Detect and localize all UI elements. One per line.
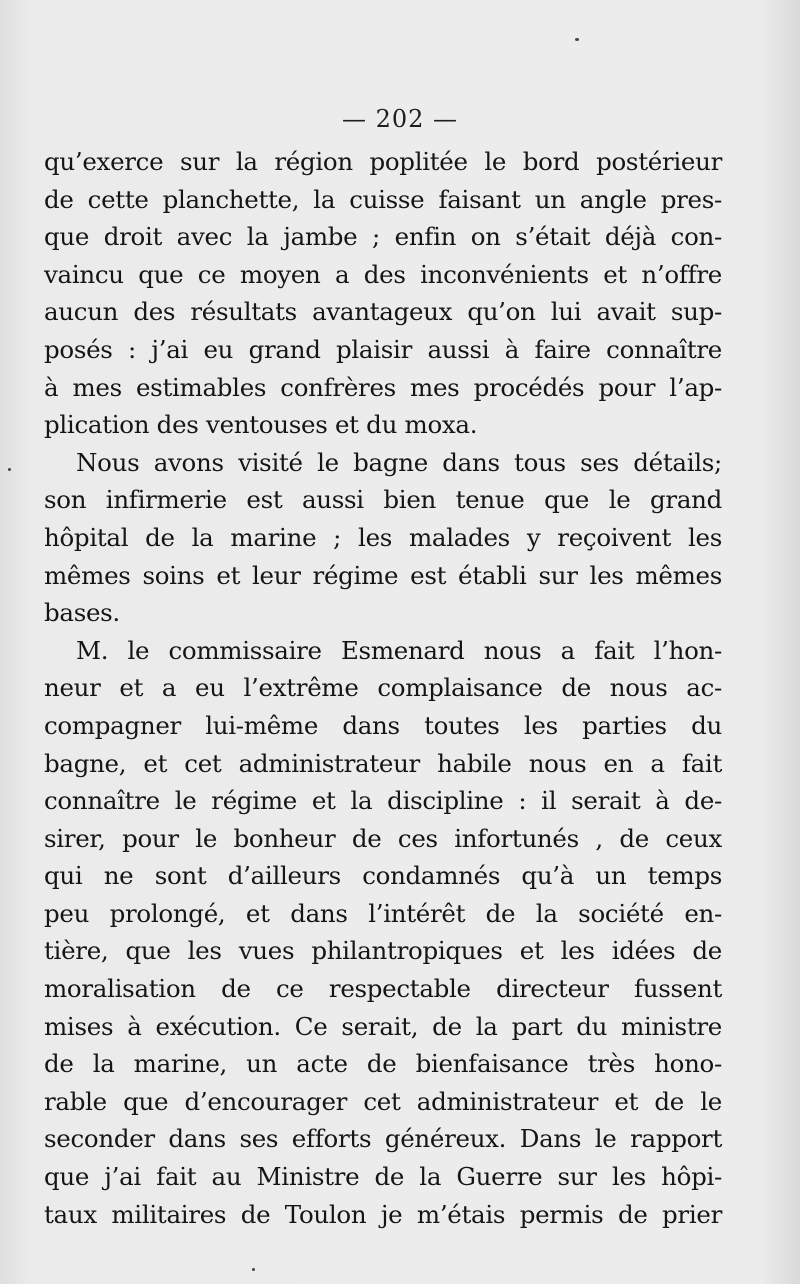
text-line: rable que d’encourager cet administrateur et de le bbox=[44, 1086, 722, 1116]
print-speck bbox=[8, 468, 11, 471]
text-line: posés : j’ai eu grand plaisir aussi à faire connaître bbox=[44, 334, 722, 364]
paragraph-3 bbox=[44, 632, 722, 1234]
text-line: Nous avons visité le bagne dans tous ses détails; bbox=[76, 447, 722, 477]
text-line: qu’exerce sur la région poplitée le bord postérieur bbox=[44, 147, 722, 176]
text-line: bagne, et cet administrateur habile nous en a fait bbox=[44, 748, 722, 778]
text-line: seconder dans ses efforts généreux. Dans le rapport bbox=[44, 1124, 722, 1154]
text-line: connaître le régime et la discipline : il serait à de- bbox=[44, 786, 722, 816]
print-speck bbox=[575, 38, 579, 41]
text-line: vaincu que ce moyen a des inconvénients et n’offre bbox=[44, 259, 722, 289]
text-line: mêmes soins et leur régime est établi sur les mêmes bbox=[44, 560, 722, 590]
text-line: taux militaires de Toulon je m’étais permis de prier bbox=[44, 1199, 722, 1229]
text-line: de la marine, un acte de bienfaisance très hono- bbox=[44, 1049, 722, 1079]
print-speck bbox=[252, 1268, 255, 1271]
text-line: mises à exécution. Ce serait, de la part du ministre bbox=[44, 1011, 722, 1041]
text-line: que droit avec la jambe ; enfin on s’était déjà con- bbox=[44, 222, 722, 252]
text-line: M. le commissaire Esmenard nous a fait l’hon- bbox=[76, 635, 722, 665]
text-line: peu prolongé, et dans l’intérêt de la société en- bbox=[44, 898, 722, 928]
text-line: bases. bbox=[44, 598, 120, 628]
text-line: neur et a eu l’extrême complaisance de nous ac- bbox=[44, 673, 722, 703]
text-line: moralisation de ce respectable directeur fussent bbox=[44, 974, 722, 1004]
text-line: sirer, pour le bonheur de ces infortunés , de ceux bbox=[44, 823, 722, 853]
text-line: de cette planchette, la cuisse faisant un angle pres- bbox=[44, 184, 722, 214]
text-line: que j’ai fait au Ministre de la Guerre sur les hôpi- bbox=[44, 1162, 722, 1192]
text-line: qui ne sont d’ailleurs condamnés qu’à un temps bbox=[44, 861, 722, 891]
text-line: aucun des résultats avantageux qu’on lui avait sup- bbox=[44, 297, 722, 327]
text-line: compagner lui-même dans toutes les parties du bbox=[44, 710, 722, 740]
text-line: tière, que les vues philantropiques et les idées de bbox=[44, 936, 722, 966]
paragraph-2 bbox=[44, 444, 722, 632]
body-text bbox=[44, 143, 722, 1233]
page-number: — 202 — bbox=[341, 105, 459, 133]
text-line: hôpital de la marine ; les malades y reçoivent les bbox=[44, 522, 722, 552]
text-line: plication des ventouses et du moxa. bbox=[44, 410, 478, 440]
text-line: son infirmerie est aussi bien tenue que le grand bbox=[44, 485, 722, 515]
paragraph-1 bbox=[44, 143, 722, 444]
text-line: à mes estimables confrères mes procédés pour l’ap- bbox=[44, 372, 722, 402]
